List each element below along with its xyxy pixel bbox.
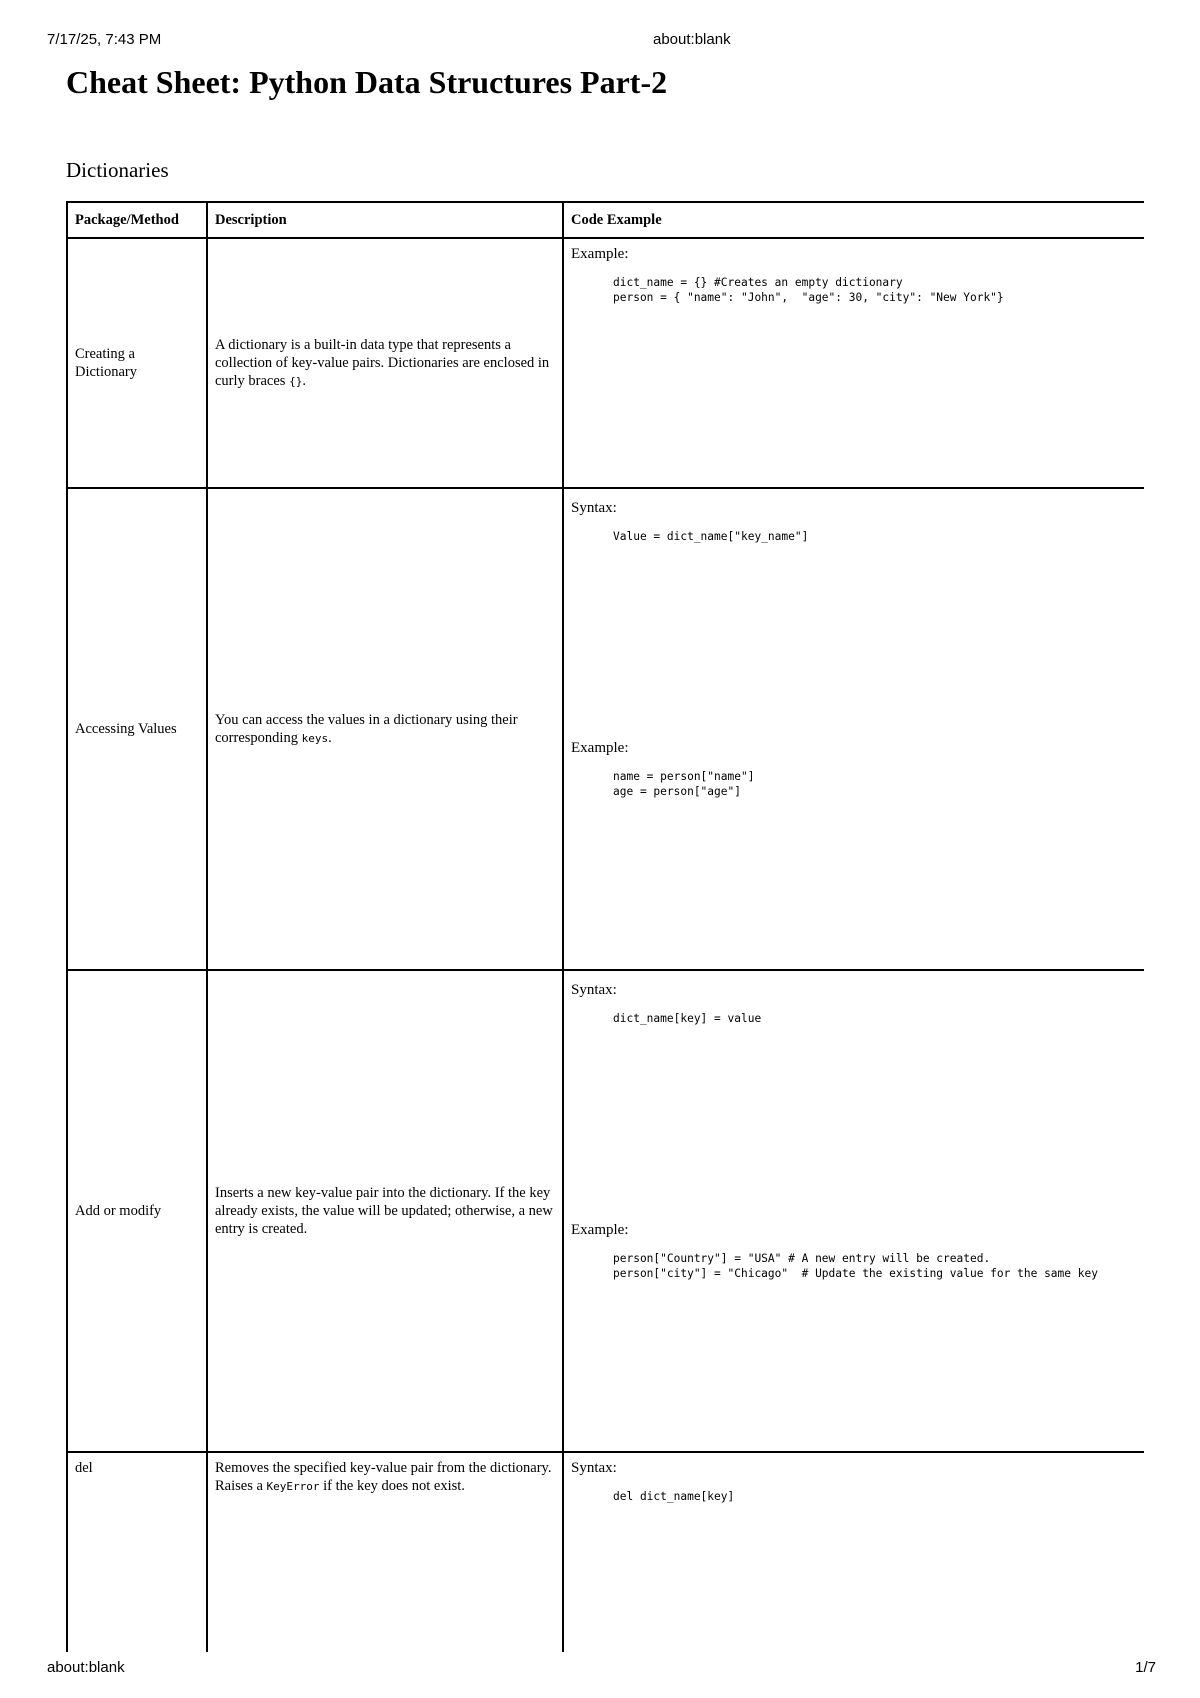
- description-text: A dictionary is a built-in data type that represents a collection of key-value pairs. Dictionaries are enclosed in curly braces: [215, 336, 550, 389]
- code-example-cell: [563, 238, 1144, 488]
- description-text: You can access the values in a dictionary using their corresponding: [215, 711, 518, 746]
- example-block: [564, 1211, 1144, 1451]
- description-text: Inserts a new key-value pair into the dictionary. If the key already exists, the value will be updated; otherwise, a new entry is created.: [215, 1185, 553, 1237]
- method-name: Add or modify: [75, 1203, 162, 1219]
- syntax-label: Syntax:: [571, 1460, 617, 1476]
- syntax-block: [564, 971, 1144, 1211]
- inline-code: KeyError: [266, 1480, 320, 1493]
- section-title: Dictionaries: [66, 158, 169, 182]
- table-row: [67, 488, 1144, 970]
- syntax-code: del dict_name[key]: [613, 1490, 735, 1503]
- print-footer: [0, 1659, 1200, 1679]
- table-container: [66, 201, 1144, 1652]
- print-header-url: about:blank: [653, 31, 731, 48]
- example-label: Example:: [571, 740, 629, 756]
- example-code: person["Country"] = "USA" # A new entry will be created. person["city"] = "Chicago" # Update the existing value for the same key: [613, 1252, 1098, 1280]
- print-datetime: 7/17/25, 7:43 PM: [47, 31, 162, 48]
- syntax-code: Value = dict_name["key_name"]: [613, 530, 809, 543]
- method-name: Creating a Dictionary: [75, 346, 138, 380]
- description-text-end: if the key does not exist.: [319, 1478, 465, 1494]
- code-example-cell: [563, 1452, 1144, 1652]
- code-example-cell: [563, 488, 1144, 970]
- syntax-block: [564, 489, 1144, 729]
- method-name: del: [75, 1460, 93, 1476]
- table-row: [67, 970, 1144, 1452]
- example-label: Example:: [571, 246, 629, 262]
- inline-code: keys: [301, 731, 329, 745]
- example-block: [564, 729, 1144, 969]
- example-code: dict_name = {} #Creates an empty dictionary person = { "name": "John", "age": 30, "city": "New York"}: [613, 276, 1004, 304]
- description-cell: [207, 970, 563, 1452]
- table-row: [67, 1452, 1144, 1652]
- method-cell: [67, 970, 207, 1452]
- method-name: Accessing Values: [75, 721, 177, 737]
- page-title: Cheat Sheet: Python Data Structures Part-2: [66, 64, 668, 100]
- syntax-label: Syntax:: [571, 500, 617, 516]
- header-method: Package/Method: [67, 202, 207, 238]
- method-cell: [67, 238, 207, 488]
- description-cell: [207, 488, 563, 970]
- header-code-example: Code Example: [563, 202, 1144, 238]
- description-text-end: .: [328, 729, 332, 746]
- method-cell: [67, 488, 207, 970]
- description-cell: [207, 238, 563, 488]
- example-code: name = person["name"] age = person["age"]: [613, 770, 755, 798]
- print-footer-url: about:blank: [47, 1659, 125, 1676]
- example-label: Example:: [571, 1222, 629, 1238]
- description-text-end: .: [302, 372, 306, 389]
- code-example-cell: [563, 970, 1144, 1452]
- print-header: [0, 31, 1200, 51]
- syntax-label: Syntax:: [571, 982, 617, 998]
- page-number: 1/7: [1135, 1659, 1156, 1676]
- data-structures-table: [66, 201, 1144, 1652]
- table-header-row: [67, 202, 1144, 238]
- header-description: Description: [207, 202, 563, 238]
- method-cell: [67, 1452, 207, 1652]
- syntax-code: dict_name[key] = value: [613, 1012, 762, 1025]
- description-text: Removes the specified key-value pair from the dictionary. Raises a: [215, 1460, 552, 1494]
- description-cell: [207, 1452, 563, 1652]
- table-row: [67, 238, 1144, 488]
- inline-code: {}: [289, 374, 303, 388]
